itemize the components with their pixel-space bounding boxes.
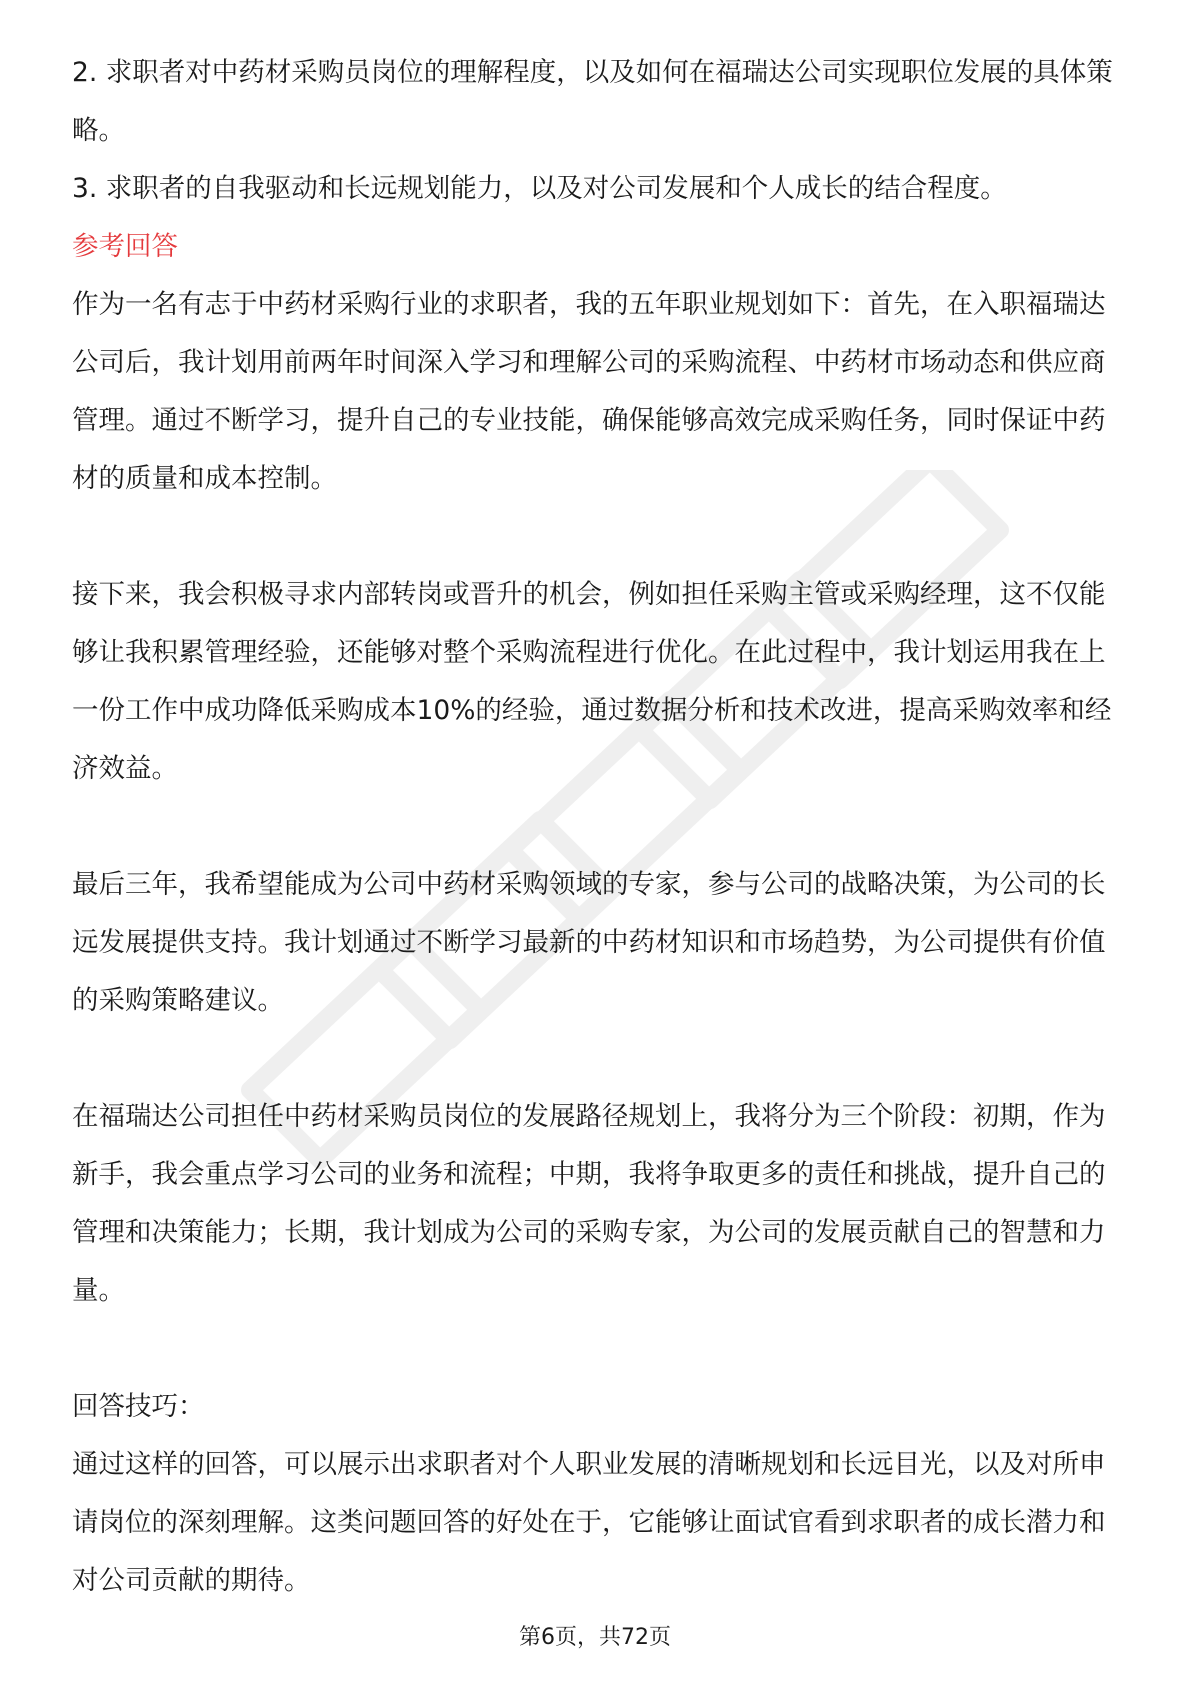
paragraph-gap [72, 1030, 1122, 1088]
answer-paragraph-4: 在福瑞达公司担任中药材采购员岗位的发展路径规划上，我将分为三个阶段：初期，作为新手，我会重点学习公司的业务和流程；中期，我将争取更多的责任和挑战，提升自己的管理和决策能力；长期，我计划成为公司的采购专家，为公司的发展贡献自己的智慧和力量。 [72, 1101, 1106, 1306]
tips-heading: 回答技巧： [72, 1391, 205, 1422]
intro-point-3: 3. 求职者的自我驱动和长远规划能力，以及对公司发展和个人成长的结合程度。 [72, 173, 1007, 204]
answer-paragraph-2: 接下来，我会积极寻求内部转岗或晋升的机会，例如担任采购主管或采购经理，这不仅能够让我积累管理经验，还能够对整个采购流程进行优化。在此过程中，我计划运用我在上一份工作中成功降低采购成本10%的经验，通过数据分析和技术改进，提高采购效率和经济效益。 [72, 579, 1112, 784]
reference-answer-heading: 参考回答 [72, 231, 178, 262]
main-content [72, 44, 1122, 1610]
intro-point-2: 2. 求职者对中药材采购员岗位的理解程度，以及如何在福瑞达公司实现职位发展的具体策略。 [72, 57, 1113, 146]
answer-paragraph-3: 最后三年，我希望能成为公司中药材采购领域的专家，参与公司的战略决策，为公司的长远发展提供支持。我计划通过不断学习最新的中药材知识和市场趋势，为公司提供有价值的采购策略建议。 [72, 869, 1106, 1016]
paragraph-gap [72, 1320, 1122, 1378]
answer-paragraph-1: 作为一名有志于中药材采购行业的求职者，我的五年职业规划如下：首先，在入职福瑞达公司后，我计划用前两年时间深入学习和理解公司的采购流程、中药材市场动态和供应商管理。通过不断学习，提升自己的专业技能，确保能够高效完成采购任务，同时保证中药材的质量和成本控制。 [72, 289, 1106, 494]
paragraph-gap [72, 508, 1122, 566]
tips-text: 通过这样的回答，可以展示出求职者对个人职业发展的清晰规划和长远目光，以及对所申请岗位的深刻理解。这类问题回答的好处在于，它能够让面试官看到求职者的成长潜力和对公司贡献的期待。 [72, 1449, 1106, 1596]
paragraph-gap [72, 798, 1122, 856]
page-number: 第6页，共72页 [519, 1625, 671, 1650]
